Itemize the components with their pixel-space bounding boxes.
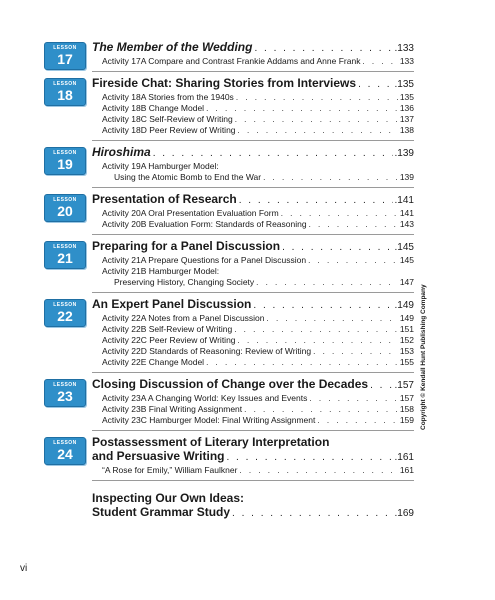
page-number: .145 <box>394 242 414 253</box>
page-number: .149 <box>394 300 414 311</box>
page-number: .139 <box>394 148 414 159</box>
activity-row[interactable]: Activity 18B Change Model . . . 136 <box>92 103 414 114</box>
lesson-title: Closing Discussion of Change over the Decades <box>92 377 369 391</box>
activity-row[interactable]: Activity 22D Standards of Reasoning: Review of Writing . . . 153 <box>92 346 414 357</box>
lesson-title-row[interactable] <box>92 377 414 393</box>
lesson-20 <box>44 192 414 230</box>
lesson-22 <box>44 297 414 368</box>
page-folio: vi <box>20 563 28 574</box>
page-number: .169 <box>394 508 414 519</box>
activity-row[interactable]: Activity 23A A Changing World: Key Issues and Events . . . 157 <box>92 393 414 404</box>
lesson-badge: LESSON 19 <box>44 147 86 175</box>
activity-row[interactable]: Activity 20A Oral Presentation Evaluation Form . . . 141 <box>92 208 414 219</box>
activity-heading: Activity 21B Hamburger Model: <box>102 266 220 276</box>
lesson-title: Hiroshima <box>92 145 151 159</box>
activity-row[interactable]: Activity 21A Prepare Questions for a Panel Discussion . . . 145 <box>92 255 414 266</box>
activity-row[interactable]: Activity 23B Final Writing Assignment . . . 158 <box>92 404 414 415</box>
final-section <box>44 491 414 521</box>
activity-row[interactable]: Activity 22C Peer Review of Writing . . . 152 <box>92 335 414 346</box>
copyright-notice: Copyright © Kendall Hunt Publishing Company <box>420 284 427 430</box>
divider <box>92 372 414 373</box>
lesson-title-row[interactable] <box>92 239 414 255</box>
lesson-badge: LESSON 20 <box>44 194 86 222</box>
divider <box>92 430 414 431</box>
lesson-title-row[interactable] <box>92 76 414 92</box>
activity-row[interactable]: “A Rose for Emily,” William Faulkner . . . 161 <box>92 465 414 476</box>
activity-row[interactable]: Activity 20B Evaluation Form: Standards of Reasoning . . . 143 <box>92 219 414 230</box>
page-number: .135 <box>394 79 414 90</box>
lesson-title-row[interactable] <box>92 145 414 161</box>
lesson-title-row[interactable] <box>92 40 414 56</box>
lesson-title-line1 <box>92 435 414 449</box>
table-of-contents <box>44 40 414 521</box>
lesson-badge: LESSON 21 <box>44 241 86 269</box>
lesson-title-cont: and Persuasive Writing <box>92 449 225 463</box>
activity-row[interactable]: Activity 18D Peer Review of Writing . . . 138 <box>92 125 414 136</box>
lesson-title: Postassessment of Literary Interpretation <box>92 435 330 449</box>
lesson-title: The Member of the Wedding <box>92 40 253 54</box>
divider <box>92 140 414 141</box>
activity-row[interactable]: Preserving History, Changing Society . . . 147 <box>92 277 414 288</box>
lesson-badge: LESSON 17 <box>44 42 86 70</box>
lesson-18 <box>44 76 414 136</box>
final-title-line1: Inspecting Our Own Ideas: <box>92 491 245 505</box>
lesson-title: Preparing for a Panel Discussion <box>92 239 281 253</box>
lesson-23 <box>44 377 414 426</box>
lesson-title: Fireside Chat: Sharing Stories from Interviews <box>92 76 357 90</box>
lesson-21 <box>44 239 414 288</box>
lesson-title-row[interactable] <box>92 449 414 465</box>
activity-row[interactable]: Activity 18C Self-Review of Writing . . . 137 <box>92 114 414 125</box>
page-number: .161 <box>394 452 414 463</box>
final-title-row[interactable] <box>92 505 414 521</box>
divider <box>92 234 414 235</box>
lesson-badge: LESSON 23 <box>44 379 86 407</box>
lesson-title: An Expert Panel Discussion <box>92 297 252 311</box>
divider <box>92 71 414 72</box>
final-title: Student Grammar Study <box>92 505 231 519</box>
activity-row[interactable]: Activity 22B Self-Review of Writing . . . 151 <box>92 324 414 335</box>
lesson-title-row[interactable] <box>92 192 414 208</box>
divider <box>92 187 414 188</box>
lesson-badge: LESSON 18 <box>44 78 86 106</box>
lesson-title-row[interactable] <box>92 297 414 313</box>
lesson-badge: LESSON 22 <box>44 299 86 327</box>
divider <box>92 480 414 481</box>
page-number: .133 <box>394 43 414 54</box>
divider <box>92 292 414 293</box>
page-number: .157 <box>394 380 414 391</box>
activity-heading: Activity 19A Hamburger Model: <box>102 161 219 171</box>
activity-row[interactable]: Using the Atomic Bomb to End the War . . . 139 <box>92 172 414 183</box>
lesson-17 <box>44 40 414 67</box>
activity-row[interactable]: Activity 17A Compare and Contrast Frankie Addams and Anne Frank . . . 133 <box>92 56 414 67</box>
page-number: .141 <box>394 195 414 206</box>
activity-row[interactable]: Activity 22E Change Model . . . 155 <box>92 357 414 368</box>
activity-row[interactable]: Activity 23C Hamburger Model: Final Writing Assignment . . . 159 <box>92 415 414 426</box>
lesson-19 <box>44 145 414 183</box>
activity-row[interactable]: Activity 18A Stories from the 1940s . . . 135 <box>92 92 414 103</box>
activity-row[interactable]: Activity 22A Notes from a Panel Discussion . . . 149 <box>92 313 414 324</box>
lesson-badge: LESSON 24 <box>44 437 86 465</box>
lesson-24 <box>44 435 414 476</box>
lesson-title: Presentation of Research <box>92 192 237 206</box>
